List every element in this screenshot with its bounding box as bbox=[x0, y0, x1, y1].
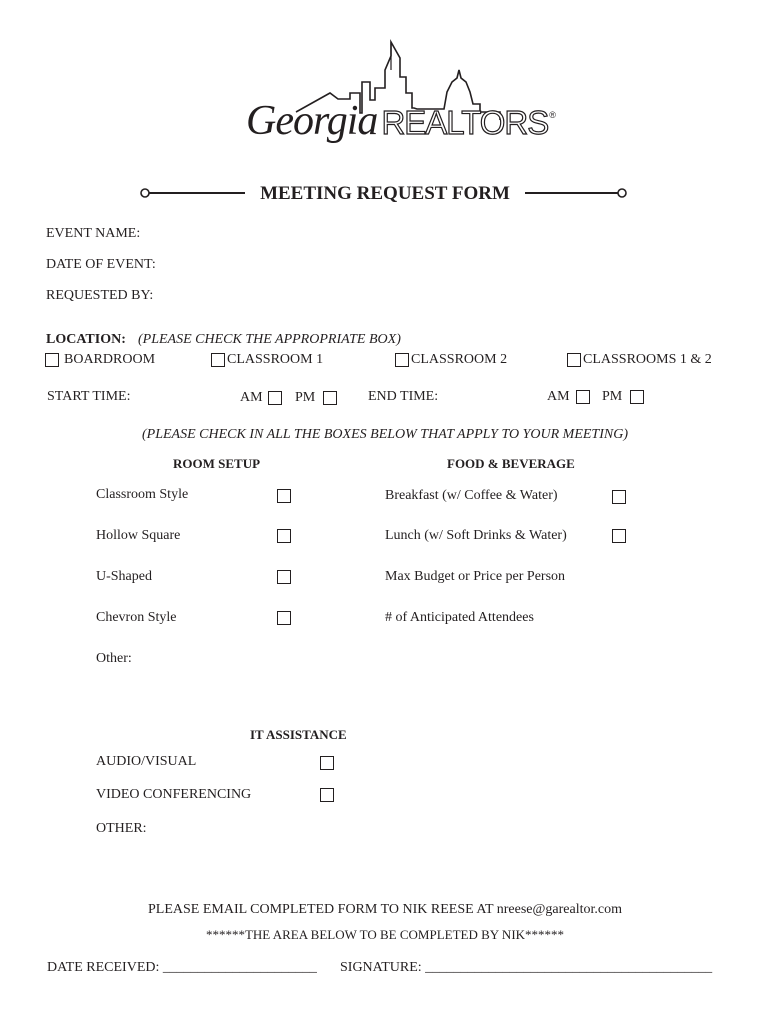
logo-georgia-text: Georgia bbox=[246, 98, 378, 144]
end-time-label: END TIME: bbox=[368, 389, 439, 404]
event-name-label: EVENT NAME: bbox=[46, 226, 141, 241]
instruction-text: (PLEASE CHECK IN ALL THE BOXES BELOW THAT APPLY TO YOUR MEETING) bbox=[141, 427, 628, 442]
start-pm-label: PM bbox=[295, 390, 316, 405]
room-setup-heading: ROOM SETUP bbox=[173, 456, 261, 471]
audio-visual-label: AUDIO/VISUAL bbox=[96, 754, 197, 769]
start-pm-checkbox[interactable] bbox=[323, 391, 337, 405]
signature-field: SIGNATURE: _________________________________________ bbox=[340, 960, 713, 975]
attendees-label: # of Anticipated Attendees bbox=[385, 610, 534, 625]
max-budget-label: Max Budget or Price per Person bbox=[385, 569, 566, 584]
video-conferencing-checkbox[interactable] bbox=[320, 788, 334, 802]
date-of-event-label: DATE OF EVENT: bbox=[46, 257, 156, 272]
video-conferencing-label: VIDEO CONFERENCING bbox=[96, 787, 252, 802]
hollow-square-checkbox[interactable] bbox=[277, 529, 291, 543]
hollow-square-label: Hollow Square bbox=[96, 528, 181, 543]
breakfast-checkbox[interactable] bbox=[612, 490, 626, 504]
it-other-label: OTHER: bbox=[96, 821, 147, 836]
lunch-checkbox[interactable] bbox=[612, 529, 626, 543]
email-instruction: PLEASE EMAIL COMPLETED FORM TO NIK REESE AT nreese@garealtor.com bbox=[148, 902, 622, 917]
u-shaped-label: U-Shaped bbox=[96, 569, 152, 584]
page-title: MEETING REQUEST FORM bbox=[260, 183, 510, 204]
end-am-checkbox[interactable] bbox=[576, 390, 590, 404]
location-label: LOCATION: bbox=[46, 332, 126, 347]
registered-mark: ® bbox=[549, 110, 556, 120]
classroom-style-checkbox[interactable] bbox=[277, 489, 291, 503]
room-setup-other-label: Other: bbox=[96, 651, 132, 666]
nik-only-note: ******THE AREA BELOW TO BE COMPLETED BY NIK****** bbox=[205, 927, 565, 942]
boardroom-checkbox[interactable] bbox=[45, 353, 59, 367]
classrooms-1-2-label: CLASSROOMS 1 & 2 bbox=[583, 352, 712, 367]
lunch-label: Lunch (w/ Soft Drinks & Water) bbox=[385, 528, 567, 543]
start-time-label: START TIME: bbox=[47, 389, 131, 404]
start-am-checkbox[interactable] bbox=[268, 391, 282, 405]
food-beverage-heading: FOOD & BEVERAGE bbox=[447, 456, 575, 471]
classroom-2-checkbox[interactable] bbox=[395, 353, 409, 367]
u-shaped-checkbox[interactable] bbox=[277, 570, 291, 584]
chevron-style-label: Chevron Style bbox=[96, 610, 177, 625]
breakfast-label: Breakfast (w/ Coffee & Water) bbox=[385, 488, 558, 503]
chevron-style-checkbox[interactable] bbox=[277, 611, 291, 625]
start-am-label: AM bbox=[240, 390, 263, 405]
date-received-field: DATE RECEIVED: ______________________ bbox=[47, 960, 317, 975]
end-am-label: AM bbox=[547, 389, 570, 404]
requested-by-label: REQUESTED BY: bbox=[46, 288, 154, 303]
boardroom-label: BOARDROOM bbox=[64, 352, 156, 367]
end-pm-label: PM bbox=[602, 389, 623, 404]
classrooms-1-2-checkbox[interactable] bbox=[567, 353, 581, 367]
classroom-1-checkbox[interactable] bbox=[211, 353, 225, 367]
it-assistance-heading: IT ASSISTANCE bbox=[250, 727, 347, 742]
classroom-2-label: CLASSROOM 2 bbox=[411, 352, 508, 367]
logo-wordmark bbox=[246, 96, 556, 146]
logo-realtors-text: REALTORS bbox=[381, 104, 549, 141]
classroom-style-label: Classroom Style bbox=[96, 487, 189, 502]
location-hint: (PLEASE CHECK THE APPROPRIATE BOX) bbox=[138, 332, 401, 347]
audio-visual-checkbox[interactable] bbox=[320, 756, 334, 770]
classroom-1-label: CLASSROOM 1 bbox=[227, 352, 324, 367]
end-pm-checkbox[interactable] bbox=[630, 390, 644, 404]
